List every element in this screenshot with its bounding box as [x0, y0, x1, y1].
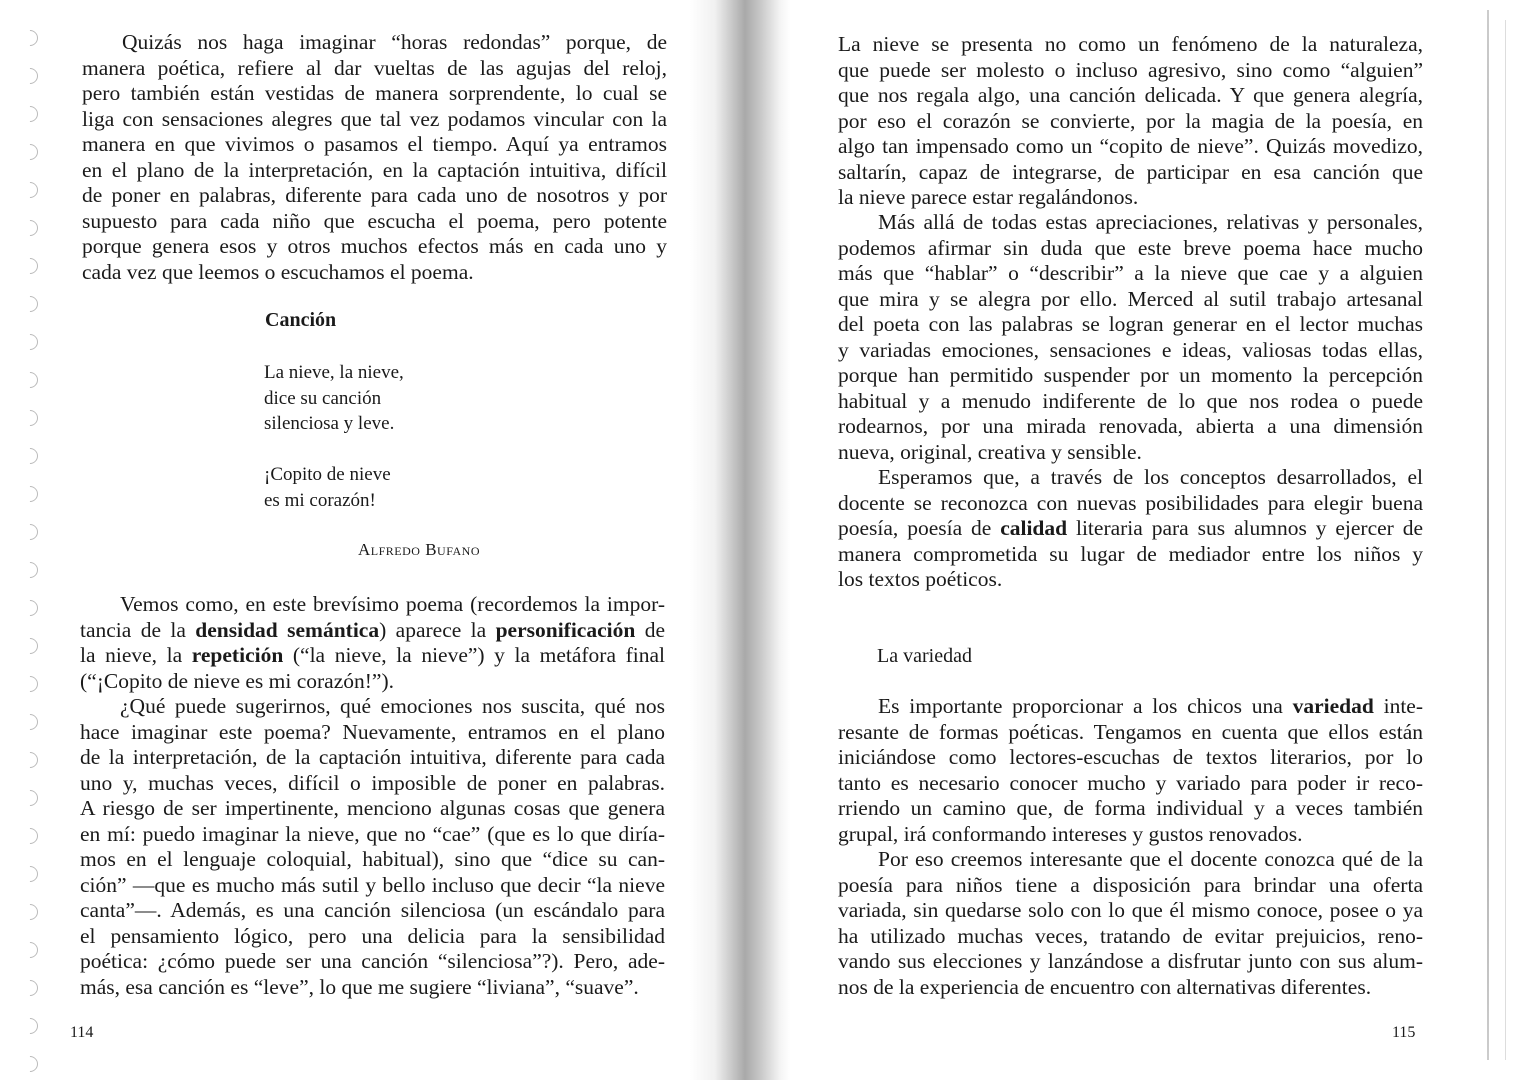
binding-ring-icon: [19, 445, 42, 468]
poem-title: Canción: [265, 309, 337, 331]
text-segment: poesía, poesía de: [838, 516, 1001, 540]
paragraph: [838, 465, 1423, 593]
text-line: [838, 134, 1423, 160]
poem-stanza: [264, 462, 391, 513]
text-segment: y variadas emociones, sensaciones e ideas, valiosas todas ellas,: [838, 337, 1423, 362]
binding-ring-icon: [19, 331, 42, 354]
binding-ring-icon: [19, 1053, 42, 1076]
page-number: 114: [70, 1024, 94, 1041]
poem-stanza: [264, 360, 404, 437]
text-line: [838, 745, 1423, 771]
binding-ring-icon: [19, 863, 42, 886]
text-line: [838, 771, 1423, 797]
text-segment: manera en que vivimos o pasamos el tiempo. Aquí ya entramos: [82, 132, 667, 156]
text-line: [838, 363, 1423, 389]
text-line: [82, 56, 667, 82]
text-segment: variada, sin quedarse solo con lo que él mismo conoce, posee o ya: [838, 898, 1423, 922]
text-segment: saltarín, capaz de integrarse, de participar en esa canción que: [838, 159, 1423, 184]
text-line: [838, 898, 1423, 924]
text-segment: de poner en palabras, diferente para cada uno de nosotros y por: [82, 183, 667, 207]
text-segment: que nos regala algo, una canción delicada. Y que genera alegría,: [838, 83, 1423, 107]
text-segment: Más allá de todas estas apreciaciones, relativas y personales,: [878, 210, 1423, 234]
text-line: [838, 261, 1423, 287]
text-segment: poesía para niños tiene a disposición para brindar una oferta: [838, 872, 1423, 897]
binding-ring-icon: [19, 939, 42, 962]
text-segment: docente se reconozca con nuevas posibilidades para elegir buena: [838, 490, 1423, 515]
text-segment: el pensamiento lógico, pero una delicia para la sensibilidad: [80, 923, 665, 948]
text-segment: hace imaginar este poema? Nuevamente, entramos en el plano: [80, 719, 665, 744]
text-segment: algo tan impensado como un “copito de nieve”. Quizás movedizo,: [838, 134, 1423, 158]
bold-term: variedad: [1292, 694, 1374, 718]
text-segment: poética: ¿cómo puede ser una canción “silenciosa”?). Pero, ade-: [80, 949, 665, 973]
text-segment: (“la nieve, la nieve”) y la metáfora final: [283, 643, 665, 667]
text-segment: vando sus elecciones y lanzándose a disfrutar junto con sus alum-: [838, 949, 1423, 973]
bold-term: calidad: [1000, 516, 1068, 540]
text-line: [838, 491, 1423, 517]
text-line: [838, 185, 1423, 211]
text-segment: la nieve parece estar regalándonos.: [838, 185, 1139, 209]
text-line: [82, 132, 667, 158]
text-line: [838, 389, 1423, 415]
binding-ring-icon: [19, 179, 42, 202]
text-line: [82, 30, 667, 56]
text-segment: mos en el lenguaje coloquial, habitual), sino que “dice su can-: [80, 847, 665, 871]
text-line: [80, 873, 665, 899]
text-segment: más, esa canción es “leve”, lo que me sugiere “liviana”, “suave”.: [80, 974, 639, 999]
text-segment: que puede ser molesto o incluso agresivo, sino como “alguien”: [838, 57, 1423, 82]
binding-ring-icon: [19, 1015, 42, 1038]
text-line: [838, 338, 1423, 364]
binding-ring-icon: [19, 27, 42, 50]
text-line: [82, 81, 667, 107]
poem-line: La nieve, la nieve,: [264, 362, 404, 383]
text-segment: resante de formas poéticas. Tengamos en cuenta que ellos están: [838, 719, 1423, 744]
text-segment: del poeta con las palabras se logran generar en el lector muchas: [838, 312, 1423, 336]
text-line: [82, 234, 667, 260]
text-line: [838, 58, 1423, 84]
text-segment: más que “hablar” o “describir” a la nieve que cae y a alguien: [838, 261, 1423, 285]
text-segment: canta”—. Además, es una canción silenciosa (un escándalo para: [80, 898, 665, 922]
text-segment: liga con sensaciones alegres que tal vez podamos vincular con la: [82, 106, 667, 131]
text-line: [80, 592, 665, 618]
text-line: [838, 160, 1423, 186]
text-segment: Por eso creemos interesante que el docente conozca qué de la: [878, 847, 1423, 871]
text-segment: ción” —que es mucho más sutil y bello incluso que decir “la nieve: [80, 872, 665, 897]
binding-ring-icon: [19, 977, 42, 1000]
text-line: [80, 898, 665, 924]
text-segment: La nieve se presenta no como un fenómeno de la naturaleza,: [838, 32, 1423, 56]
poem-author: Alfredo Bufano: [358, 540, 480, 559]
poem-line: es mi corazón!: [264, 489, 376, 511]
text-segment: pero también están vestidas de manera sorprendente, lo cual se: [82, 81, 667, 105]
text-segment: (“¡Copito de nieve es mi corazón!”).: [80, 668, 395, 693]
text-line: [838, 83, 1423, 109]
text-segment: tancia de la: [80, 617, 196, 642]
text-line: [82, 107, 667, 133]
poem-line: silenciosa y leve.: [264, 413, 395, 434]
text-segment: nos de la experiencia de encuentro con alternativas diferentes.: [838, 974, 1372, 999]
binding-ring-icon: [19, 141, 42, 164]
text-line: [838, 542, 1423, 568]
binding-ring-icon: [19, 559, 42, 582]
text-line: [838, 720, 1423, 746]
text-line: [838, 796, 1423, 822]
binding-ring-icon: [19, 749, 42, 772]
text-line: [838, 567, 1423, 593]
section-heading: La variedad: [877, 645, 972, 667]
text-segment: por eso el corazón se convierte, por la magia de la poesía, en: [838, 108, 1423, 133]
text-line: [80, 745, 665, 771]
binding-ring-icon: [19, 825, 42, 848]
binding-ring-icon: [19, 901, 42, 924]
paragraph: [838, 32, 1423, 211]
text-line: [80, 720, 665, 746]
text-segment: de: [635, 617, 666, 642]
text-line: [838, 440, 1423, 466]
text-line: [80, 669, 665, 695]
text-segment: ) aparece la: [379, 617, 496, 642]
text-segment: en mí: puedo imaginar la nieve, que no “cae” (que es lo que diría-: [80, 821, 665, 846]
text-line: [80, 796, 665, 822]
paragraph: [80, 694, 665, 1000]
text-segment: de la interpretación, de la captación intuitiva, diferente para cada: [80, 745, 665, 769]
text-segment: Es importante proporcionar a los chicos una: [878, 694, 1293, 718]
text-segment: grupal, irá conformando intereses y gustos renovados.: [838, 821, 1303, 846]
poem-line: ¡Copito de nieve: [264, 464, 391, 485]
paragraph: [80, 592, 665, 694]
binding-ring-icon: [19, 217, 42, 240]
text-line: [80, 822, 665, 848]
binding-ring-icon: [19, 255, 42, 278]
binding-ring-icon: [19, 293, 42, 316]
page-edge: [1505, 20, 1506, 1060]
text-segment: Vemos como, en este brevísimo poema (recordemos la impor-: [120, 592, 665, 616]
binding-ring-icon: [19, 521, 42, 544]
text-segment: en el plano de la interpretación, en la captación intuitiva, difícil: [82, 157, 667, 182]
text-segment: ha utilizado muchas veces, tratando de evitar prejuicios, reno-: [838, 923, 1423, 948]
paragraph: [838, 847, 1423, 1000]
text-line: [80, 643, 665, 669]
text-line: [82, 158, 667, 184]
text-segment: manera poética, refiere al dar vueltas de las agujas del reloj,: [82, 55, 667, 80]
text-segment: tanto es necesario conocer mucho y variado para poder ir reco-: [838, 770, 1423, 795]
binding-ring-icon: [19, 673, 42, 696]
paragraph: [838, 694, 1423, 847]
binding-ring-icon: [19, 787, 42, 810]
text-segment: iniciándose como lectores-escuchas de textos literarios, por lo: [838, 745, 1423, 769]
binding-ring-icon: [19, 65, 42, 88]
text-segment: podemos afirmar sin duda que este breve poema hace mucho: [838, 235, 1423, 260]
text-segment: la nieve, la: [80, 643, 192, 667]
text-line: [838, 975, 1423, 1001]
text-segment: porque han permitido suspender por un momento la percepción: [838, 363, 1423, 387]
text-segment: ¿Qué puede sugerirnos, qué emociones nos suscita, qué nos: [120, 694, 665, 718]
text-segment: inte-: [1373, 694, 1424, 718]
text-line: [838, 847, 1423, 873]
page-number: 115: [1392, 1024, 1416, 1041]
book-gutter-shadow: [690, 0, 790, 1080]
text-line: [80, 847, 665, 873]
binding-ring-icon: [19, 635, 42, 658]
text-segment: Quizás nos haga imaginar “horas redondas” porque, de: [122, 30, 667, 54]
text-line: [838, 924, 1423, 950]
text-segment: uno y, muchas veces, difícil o imposible de poner en palabras.: [80, 770, 665, 795]
text-line: [838, 822, 1423, 848]
text-line: [80, 694, 665, 720]
page-edge: [1487, 10, 1489, 1060]
text-segment: rriendo un camino que, de forma individual y a veces también: [838, 796, 1423, 820]
text-segment: supuesto para cada niño que escucha el poema, pero potente: [82, 208, 667, 233]
text-line: [838, 414, 1423, 440]
text-line: [80, 771, 665, 797]
text-line: [80, 949, 665, 975]
text-segment: nueva, original, creativa y sensible.: [838, 439, 1142, 464]
text-segment: habitual y a menudo indiferente de lo que nos rodea o puede: [838, 388, 1423, 413]
text-line: [838, 109, 1423, 135]
text-segment: Esperamos que, a través de los conceptos desarrollados, el: [878, 465, 1423, 489]
text-line: [80, 975, 665, 1001]
text-line: [838, 694, 1423, 720]
poem-line: dice su canción: [264, 387, 382, 409]
text-segment: cada vez que leemos o escuchamos el poema.: [82, 259, 474, 284]
text-segment: que mira y se alegra por ello. Merced al sutil trabajo artesanal: [838, 286, 1423, 311]
binding-ring-icon: [19, 103, 42, 126]
text-segment: rodearnos, por una mirada renovada, abierta a una dimensión: [838, 414, 1423, 438]
text-line: [838, 312, 1423, 338]
text-line: [82, 260, 667, 286]
text-line: [838, 287, 1423, 313]
text-line: [82, 209, 667, 235]
text-segment: los textos poéticos.: [838, 567, 1003, 591]
paragraph: [838, 210, 1423, 465]
paragraph: [82, 30, 667, 285]
text-segment: A riesgo de ser impertinente, menciono algunas cosas que genera: [80, 796, 665, 820]
bold-term: personificación: [495, 617, 636, 642]
binding-ring-icon: [19, 483, 42, 506]
text-line: [80, 618, 665, 644]
text-line: [838, 873, 1423, 899]
text-segment: literaria para sus alumnos y ejercer de: [1067, 516, 1423, 540]
text-line: [82, 183, 667, 209]
text-line: [838, 465, 1423, 491]
text-line: [838, 236, 1423, 262]
text-segment: porque genera esos y otros muchos efectos más en cada uno y: [82, 234, 667, 258]
binding-ring-icon: [19, 597, 42, 620]
text-segment: manera comprometida su lugar de mediador entre los niños y: [838, 541, 1423, 566]
binding-ring-icon: [19, 369, 42, 392]
binding-ring-icon: [19, 711, 42, 734]
bold-term: repetición: [191, 643, 284, 667]
text-line: [838, 210, 1423, 236]
binding-ring-icon: [19, 407, 42, 430]
bold-term: densidad semántica: [195, 617, 380, 642]
text-line: [80, 924, 665, 950]
text-line: [838, 32, 1423, 58]
text-line: [838, 949, 1423, 975]
text-line: [838, 516, 1423, 542]
